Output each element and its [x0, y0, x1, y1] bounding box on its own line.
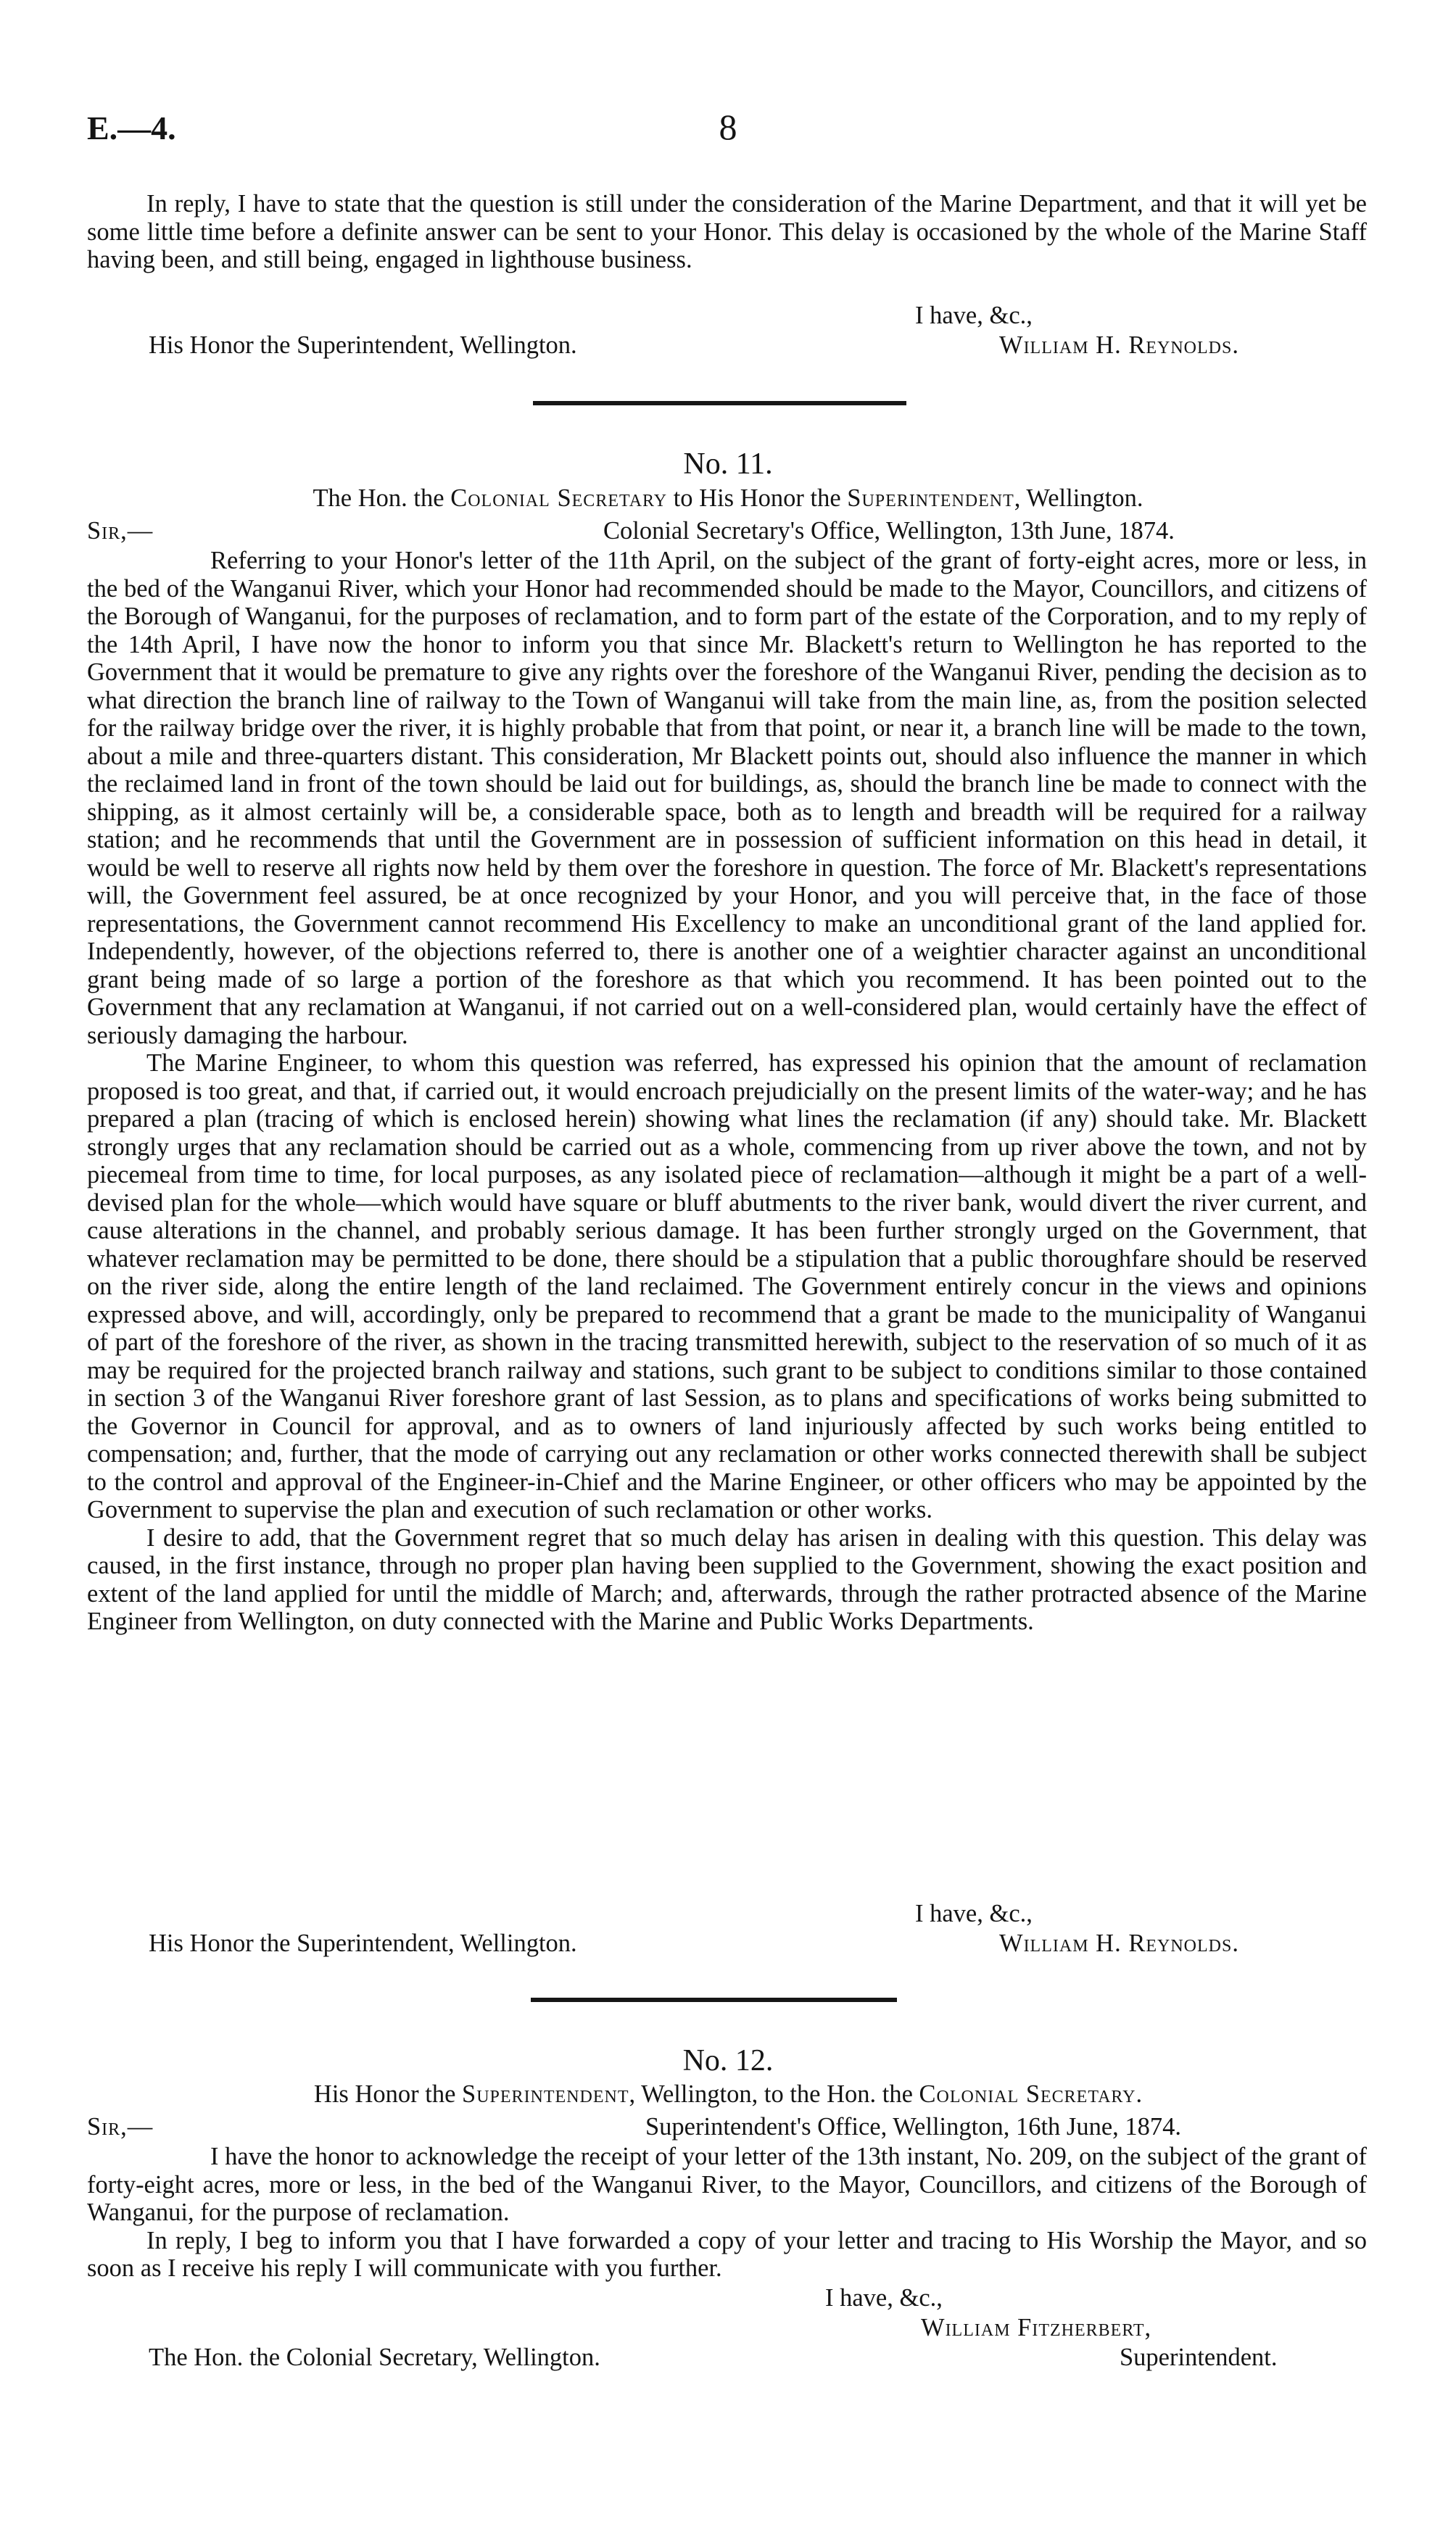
addressee: The Hon. the Colonial Secretary, Wellington.: [149, 2344, 600, 2371]
office-date: Colonial Secretary's Office, Wellington, 13th June, 1874.: [603, 517, 1175, 545]
closing: I have, &c.,: [825, 2284, 943, 2312]
letter-heading: [0, 2080, 1456, 2109]
letter-body: [87, 547, 1367, 1636]
letter-number: No. 12.: [682, 2044, 774, 2077]
signature-title: Superintendent.: [1120, 2344, 1278, 2371]
document-reference: E.—4.: [87, 109, 176, 146]
heading-sender: Superintendent: [462, 2080, 629, 2108]
heading-text: to His Honor the: [667, 484, 848, 512]
closing: I have, &c.,: [915, 302, 1033, 329]
paragraph: In reply, I have to state that the question is still under the consideration of the Marine Department, and that it will yet be some little time before a definite answer can be sent to your Honor. This delay is occasioned by the whole of the Marine Staff having been, and still being, engaged in lighthouse business.: [87, 190, 1367, 273]
heading-text: , Wellington, to the Hon. the: [629, 2080, 919, 2108]
heading-text: His Honor the: [313, 2080, 463, 2108]
paragraph: The Marine Engineer, to whom this question was referred, has expressed his opinion that the amount of reclamation proposed is too great, and that, if carried out, it would encroach prejudicially on the present limits of the water-way; and he has prepared a plan (tracing of which is enclosed herein) showing what lines the reclamation (if any) should take. Mr. Blackett strongly urges that any reclamation should be carried out as a whole, commencing from up river above the town, and not by piecemeal from time to time, for local purposes, as any isolated piece of reclamation—although it might be a part of a well-devised plan for the whole—which would have square or bluff abutments to the river bank, would divert the river current, and cause alterations in the channel, and probably serious damage. It has been further strongly urged on the Government, that whatever reclamation may be permitted to be done, there should be a stipulation that a public thoroughfare should be reserved on the river side, along the entire length of the land reclaimed. The Government entirely concur in the views and opinions expressed above, and will, accordingly, only be prepared to recommend that a grant be made to the municipality of Wanganui of part of the foreshore of the river, as shown in the tracing transmitted herewith, subject to the reservation of so much of it as may be required for the projected branch railway and stations, such grant to be subject to conditions similar to those contained in section 3 of the Wanganui River foreshore grant of last Session, as to plans and specifications of works being submitted to the Governor in Council for approval, and as to owners of land injuriously affected by such works being entitled to compensation; and, further, that the mode of carrying out any reclamation or other works connected therewith shall be subject to the control and approval of the Engineer-in-Chief and the Marine Engineer, or other officers who may be appointed by the Government to supervise the plan and execution of such reclamation or other works.: [87, 1049, 1367, 1523]
heading-sender: Colonial Secretary: [450, 484, 668, 512]
section-divider: [533, 401, 906, 405]
paragraph: Referring to your Honor's letter of the 11th April, on the subject of the grant of forty-eight acres, more or less, in the bed of the Wanganui River, which your Honor had recommended should be made to the Mayor, Councillors, and citizens of the Borough of Wanganui, for the purposes of reclamation, and to form part of the estate of the Corporation, and to my reply of the 14th April, I have now the honor to inform you that since Mr. Blackett's return to Wellington he has reported to the Government that it would be premature to give any rights over the foreshore of the Wanganui River, pending the decision as to what direction the branch line of railway to the Town of Wanganui will take from the main line, as, from the position selected for the railway bridge over the river, it is highly probable that from that point, or near it, a branch line will be made to the town, about a mile and three-quarters distant. This consideration, Mr Blackett points out, should also influence the manner in which the reclaimed land in front of the town should be laid out for buildings, as, should the branch line be made to connect with the shipping, as it almost certainly will be, a considerable space, both as to length and breadth will be required for a railway station; and he recommends that until the Government are in possession of sufficient information on this head in detail, it would be well to reserve all rights now held by them over the foreshore in question. The force of Mr. Blackett's representations will, the Government feel assured, be at once recognized by your Honor, and you will perceive that, in the face of those representations, the Government cannot recommend His Excellency to make an unconditional grant of the land applied for. Independently, however, of the objections referred to, there is another one of a weightier character against an unconditional grant being made of so large a portion of the foreshore as that which you recommend. It has been pointed out to the Government that any reclamation at Wanganui, if not carried out on a well-considered plan, would certainly have the effect of seriously damaging the harbour.: [87, 547, 1367, 1049]
heading-text: .: [1136, 2080, 1143, 2108]
heading-text: The Hon. the: [313, 484, 451, 512]
closing: I have, &c.,: [915, 1900, 1033, 1927]
heading-recipient: Superintendent: [847, 484, 1014, 512]
letter-number: No. 11.: [683, 447, 773, 481]
letter-heading: [0, 484, 1456, 513]
paragraph: I have the honor to acknowledge the receipt of your letter of the 13th instant, No. 209, on the subject of the grant of forty-eight acres, more or less, in the bed of the Wanganui River, to the Mayor, Councillors, and citizens of the Borough of Wanganui, for the purpose of reclamation.: [87, 2143, 1367, 2226]
heading-recipient: Colonial Secretary: [919, 2080, 1136, 2108]
paragraph: In reply, I beg to inform you that I have forwarded a copy of your letter and tracing to His Worship the Mayor, and so soon as I receive his reply I will communicate with you further.: [87, 2226, 1367, 2282]
salutation: Sir,—: [87, 517, 154, 545]
signature: William H. Reynolds.: [999, 1930, 1239, 1957]
page-number: 8: [719, 107, 737, 147]
paragraph: I desire to add, that the Government regret that so much delay has arisen in dealing with this question. This delay was caused, in the first instance, through no proper plan having been supplied to the Government, showing the exact position and extent of the land applied for until the middle of March; and, afterwards, through the rather protracted absence of the Marine Engineer from Wellington, on duty connected with the Marine and Public Works Departments.: [87, 1523, 1367, 1635]
continuation-text: [87, 190, 1367, 274]
section-divider: [531, 1998, 897, 2002]
salutation: Sir,—: [87, 2113, 154, 2141]
signature: William Fitzherbert,: [921, 2314, 1152, 2341]
addressee: His Honor the Superintendent, Wellington.: [149, 331, 577, 359]
signature: William H. Reynolds.: [999, 331, 1239, 359]
letter-body: [87, 2143, 1367, 2283]
office-date: Superintendent's Office, Wellington, 16th June, 1874.: [645, 2113, 1182, 2141]
addressee: His Honor the Superintendent, Wellington.: [149, 1930, 577, 1957]
heading-text: , Wellington.: [1014, 484, 1143, 512]
